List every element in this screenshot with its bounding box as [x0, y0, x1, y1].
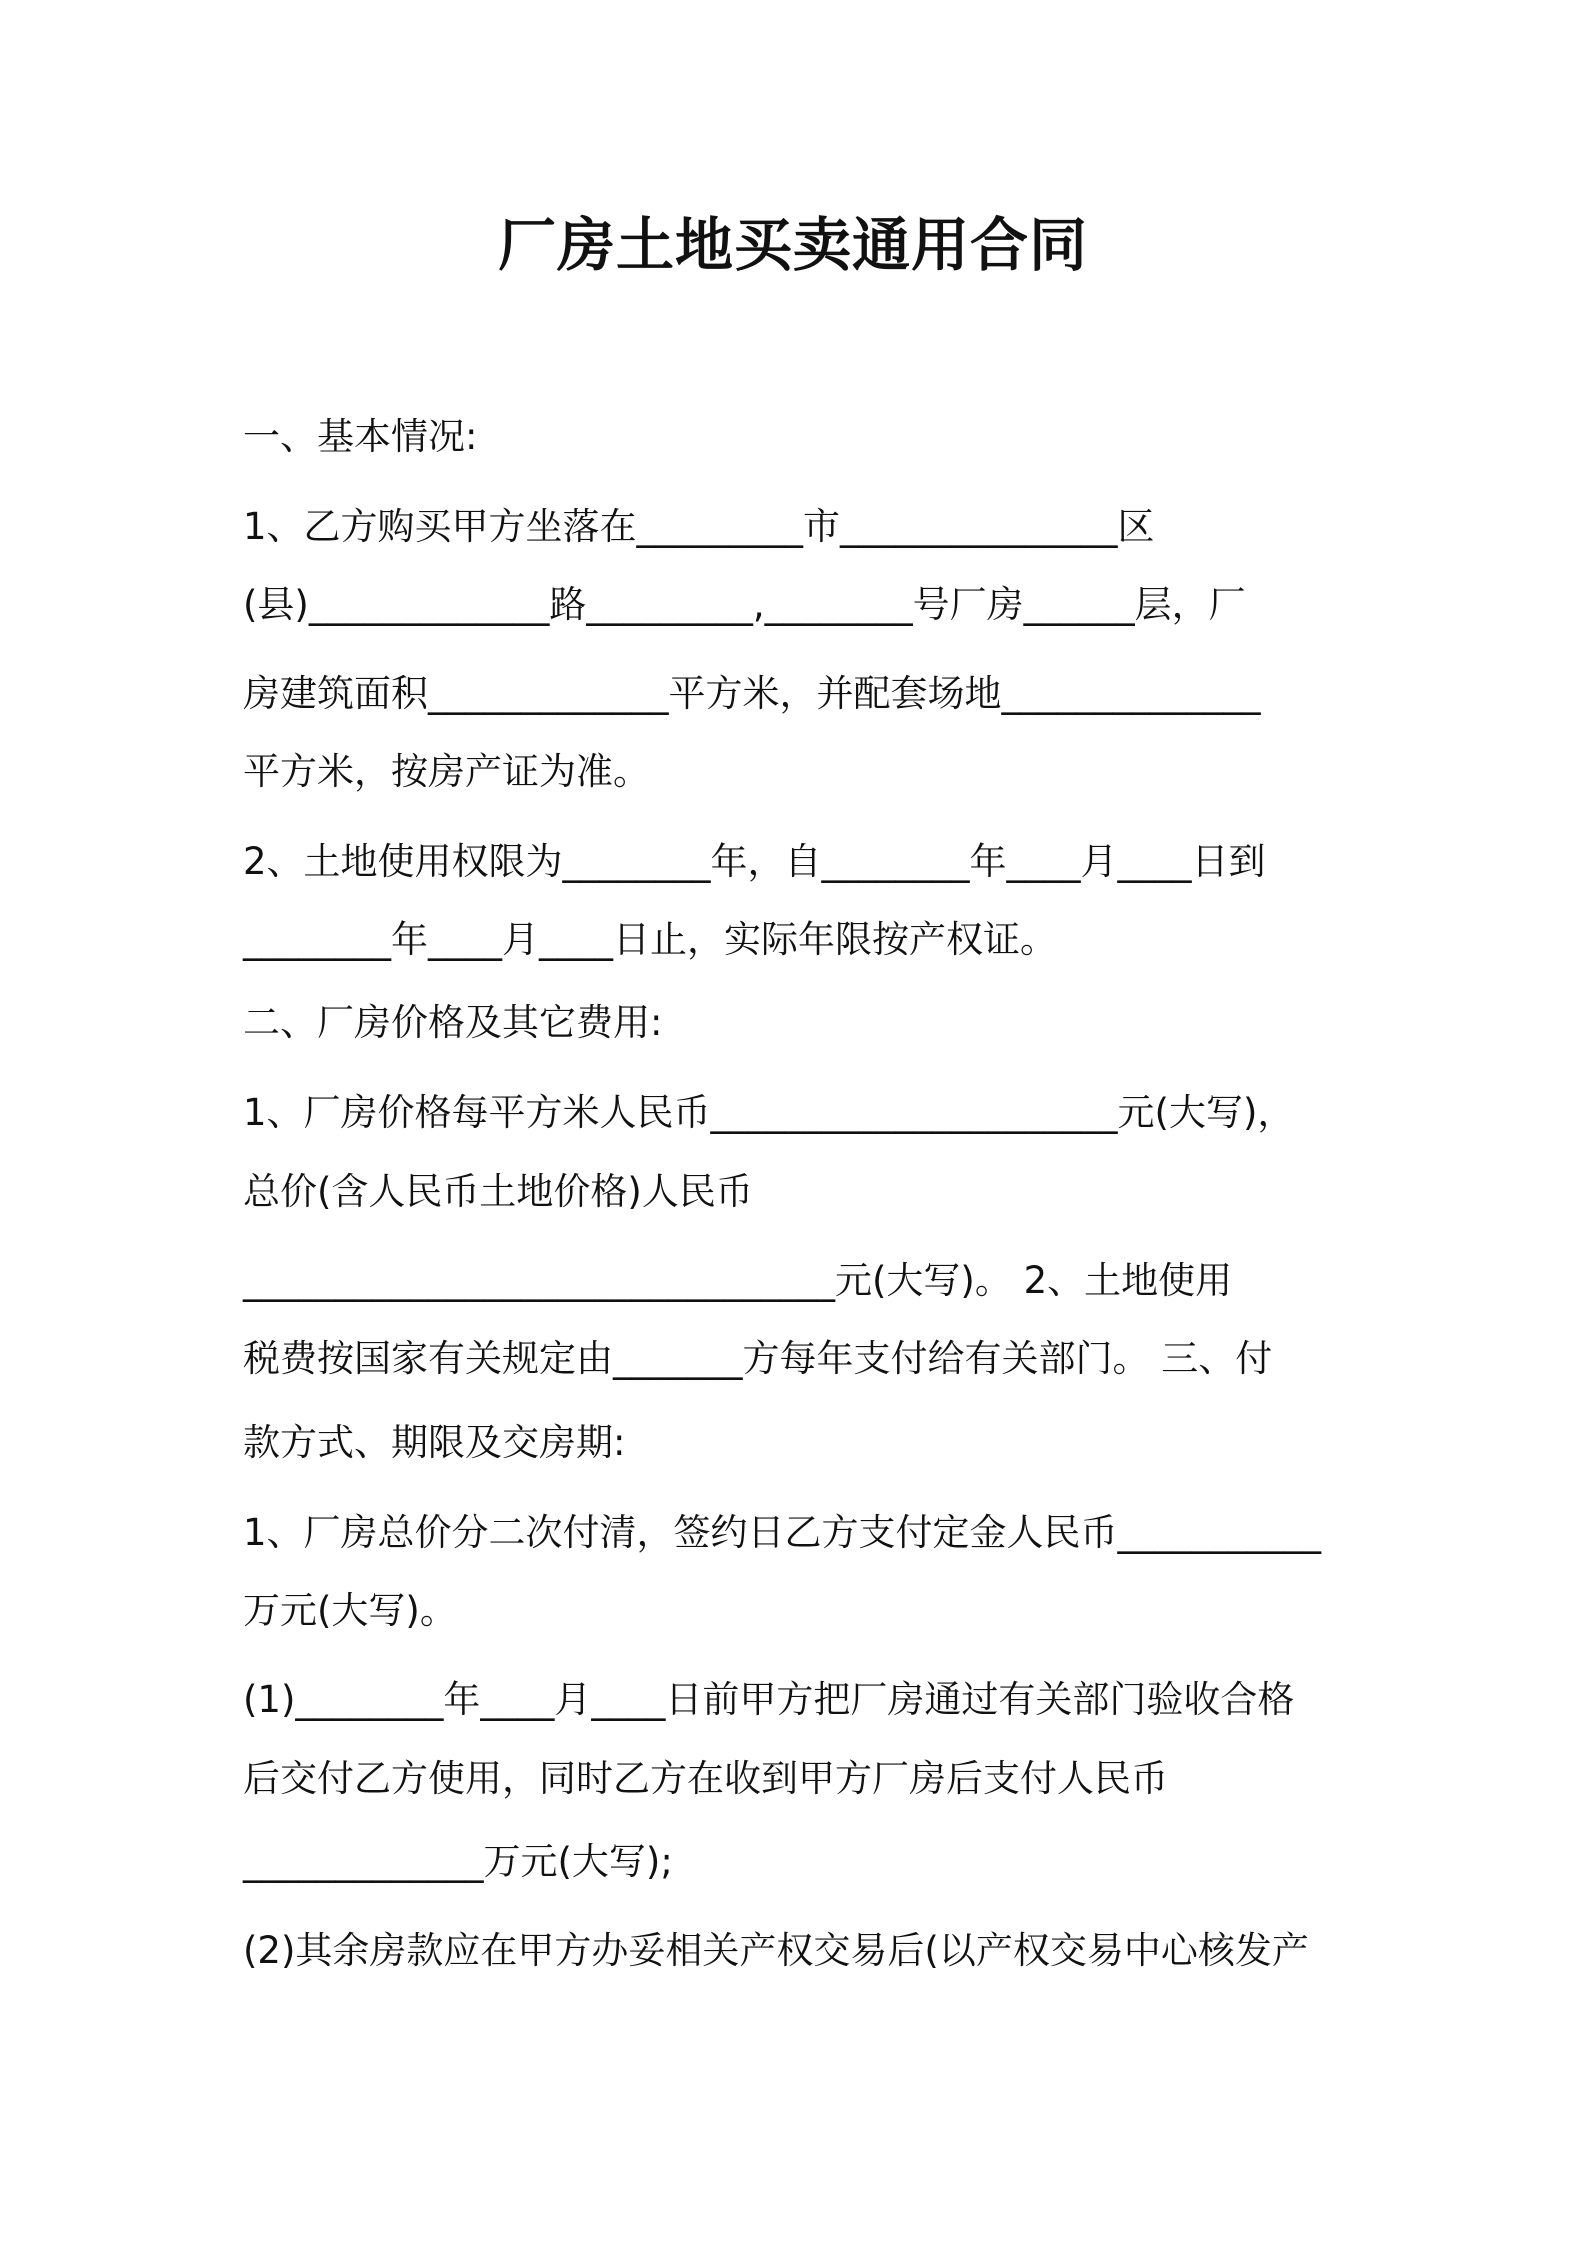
section-heading-price: 二、厂房价格及其它费用:: [243, 1001, 663, 1044]
paragraph-line: (县)_____________路_________,________号厂房______层，厂: [243, 583, 1246, 626]
paragraph-line: 1、乙方购买甲方坐落在_________市_______________区: [243, 505, 1155, 548]
paragraph-line: 房建筑面积_____________平方米，并配套场地______________: [243, 672, 1261, 715]
paragraph-line: _____________万元(大写);: [243, 1840, 673, 1883]
paragraph-line: 税费按国家有关规定由_______方每年支付给有关部门。 三、付: [243, 1337, 1273, 1380]
paragraph-line: 总价(含人民币土地价格)人民币: [243, 1170, 753, 1213]
paragraph-line: (1)________年____月____日前甲方把厂房通过有关部门验收合格: [243, 1678, 1295, 1721]
paragraph-line: 平方米，按房产证为准。: [243, 750, 650, 793]
paragraph-line: 后交付乙方使用，同时乙方在收到甲方厂房后支付人民币: [243, 1757, 1168, 1800]
paragraph-line: 1、厂房总价分二次付清，签约日乙方支付定金人民币___________: [243, 1511, 1322, 1554]
paragraph-line: 1、厂房价格每平方米人民币______________________元(大写)，: [243, 1091, 1295, 1134]
paragraph-line: 款方式、期限及交房期:: [243, 1421, 626, 1464]
paragraph-line: ________年____月____日止，实际年限按产权证。: [243, 918, 1057, 961]
document-title: 厂房土地买卖通用合同: [497, 211, 1088, 279]
paragraph-line: ________________________________元(大写)。 2、土地使用: [243, 1259, 1233, 1302]
paragraph-line: 万元(大写)。: [243, 1589, 457, 1632]
paragraph-line: (2)其余房款应在甲方办妥相关产权交易后(以产权交易中心核发产: [243, 1929, 1309, 1972]
section-heading-basic-info: 一、基本情况:: [243, 415, 478, 458]
paragraph-line: 2、土地使用权限为________年，自________年____月____日到: [243, 840, 1266, 883]
